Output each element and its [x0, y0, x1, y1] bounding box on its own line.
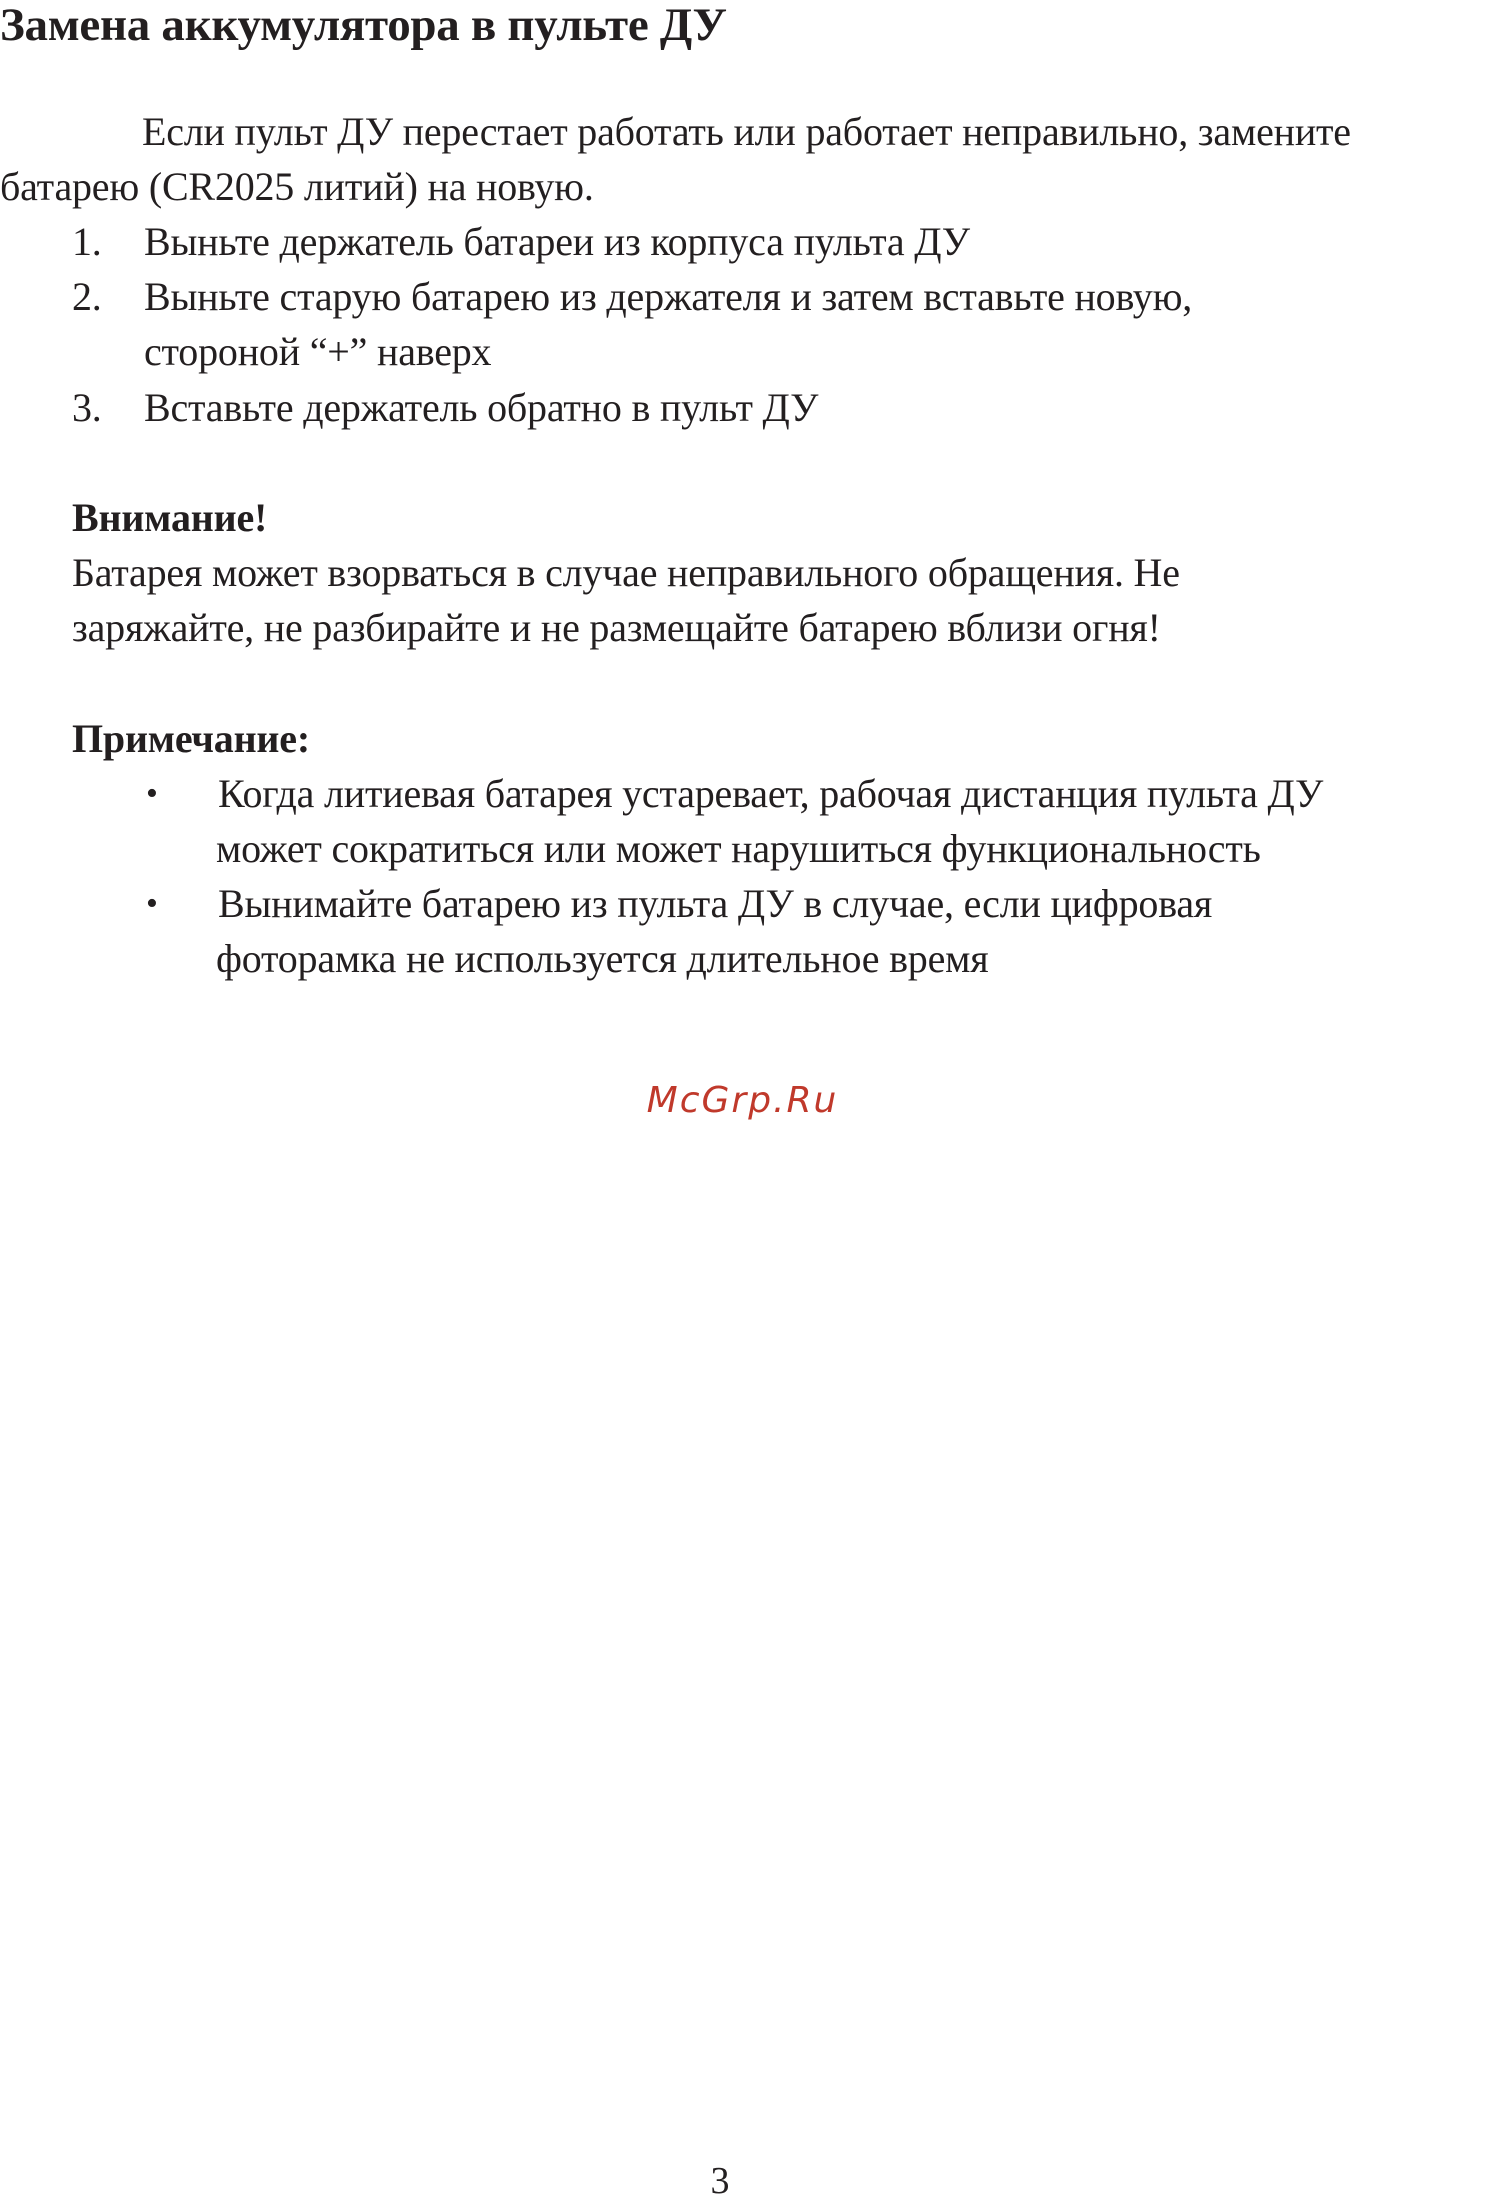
intro-line-2: батарею (CR2025 литий) на новую. — [0, 164, 594, 209]
note-item-text: Вынимайте батарею из пульта ДУ в случае, если цифровая — [218, 881, 1213, 926]
note-item-text: может сократиться или может нарушиться функциональность — [216, 826, 1261, 871]
page-number: 3 — [710, 2160, 730, 2202]
watermark: McGrp.Ru — [646, 1080, 839, 1121]
step-number: 3. — [72, 385, 102, 430]
note-item-text: фоторамка не используется длительное время — [216, 936, 989, 981]
step-text: Вставьте держатель обратно в пульт ДУ — [144, 385, 819, 430]
page-title: Замена аккумулятора в пульте ДУ — [0, 0, 727, 51]
step-text: Выньте старую батарею из держателя и затем вставьте новую, — [144, 274, 1193, 319]
note-item-text: Когда литиевая батарея устаревает, рабочая дистанция пульта ДУ — [218, 771, 1324, 816]
bullet-icon: • — [146, 885, 158, 922]
warning-line: заряжайте, не разбирайте и не размещайте батарею вблизи огня! — [72, 605, 1161, 650]
bullet-icon: • — [146, 775, 158, 812]
step-number: 2. — [72, 274, 102, 319]
step-number: 1. — [72, 219, 102, 264]
step-text: стороной “+” наверх — [144, 329, 492, 374]
intro-line-1: Если пульт ДУ перестает работать или работает неправильно, замените — [142, 109, 1351, 154]
warning-line: Батарея может взорваться в случае неправильного обращения. Не — [72, 550, 1180, 595]
note-heading: Примечание: — [72, 716, 310, 761]
step-text: Выньте держатель батареи из корпуса пульта ДУ — [144, 219, 970, 264]
warning-heading: Внимание! — [72, 495, 268, 540]
